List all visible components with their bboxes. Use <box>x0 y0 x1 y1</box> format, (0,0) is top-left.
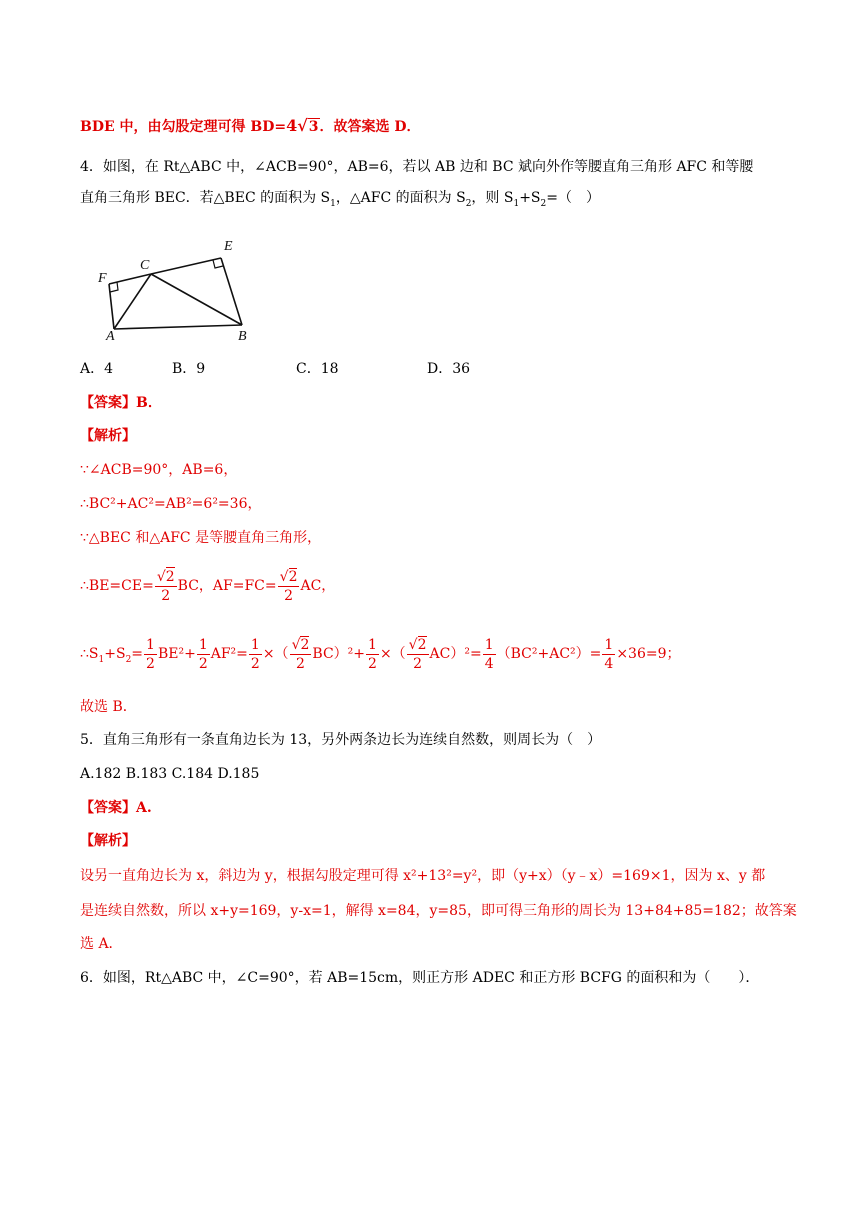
radicand-3: 3 <box>308 119 319 135</box>
root2-c: 2 <box>300 636 310 653</box>
q5-analysis-line2: 是连续自然数，所以 x+y=169，y-x=1，解得 x=84，y=85，即可得三角形的周长为 13+84+85=182；故答案 <box>80 903 797 919</box>
s5-sub1: 1 <box>98 654 105 665</box>
frac-sqrt2-over-2: $\frac{√2}{2}$ <box>156 569 175 604</box>
one-2: 1 <box>198 636 208 653</box>
frac-quarter-1 <box>483 636 496 673</box>
sub-2: 2 <box>465 198 472 209</box>
den2-d: 2 <box>413 655 423 672</box>
frac-sqrt2-c: $\frac{√2}{2}$ <box>291 636 310 672</box>
one-6: 1 <box>604 636 614 653</box>
frac-half-1 <box>144 636 157 673</box>
s5j: （BC²+AC²）= <box>496 646 602 662</box>
two-4: 2 <box>368 655 377 672</box>
edge-ab <box>114 325 242 329</box>
label-b: B <box>238 329 247 342</box>
root2-a: 2 <box>165 569 175 585</box>
s5h: ×（ <box>379 646 406 662</box>
label-a: A <box>106 329 115 342</box>
s5-sub2: 2 <box>125 654 132 665</box>
q4-step2: ∴BC²+AC²=AB²=6²=36， <box>80 496 262 512</box>
frac-quarter-2 <box>602 636 615 673</box>
root2-b: 2 <box>288 568 298 585</box>
frac-half-3 <box>249 636 262 673</box>
q4-stem-line2 <box>80 188 600 208</box>
edge-ce <box>151 258 221 274</box>
prev-text: BDE 中，由勾股定理可得 BD= <box>80 119 287 135</box>
prev-coef: 4 <box>286 116 298 135</box>
q4-choice-a: A．4 <box>80 361 114 377</box>
s4b: BC，AF=FC= <box>177 578 277 594</box>
frac-half-2 <box>197 636 210 673</box>
sub-2b: 2 <box>540 198 547 209</box>
s5d: BE²+ <box>157 646 196 662</box>
s5b: +S <box>104 646 126 662</box>
one-4: 1 <box>368 636 377 653</box>
prev-answer-line <box>80 116 421 137</box>
s5f: ×（ <box>262 646 289 662</box>
label-e: E <box>224 239 233 254</box>
q5-stem: 5．直角三角形有一条直角边长为 13，另外两条边长为连续自然数，则周长为（ ） <box>80 732 602 748</box>
q4-conclusion: 故选 B． <box>80 699 137 715</box>
frac-sqrt2-d: $\frac{√2}{2}$ <box>408 636 427 672</box>
four-1: 4 <box>484 655 494 672</box>
one-1: 1 <box>146 636 155 653</box>
q4-s2a: 直角三角形 BEC．若△BEC 的面积为 S <box>80 190 331 206</box>
label-f: F <box>98 271 107 286</box>
s5c: = <box>131 646 144 662</box>
s5i: AC）²= <box>429 646 482 662</box>
den2-c: 2 <box>296 655 305 672</box>
q4-analysis-head: 【解析】 <box>80 428 136 444</box>
q4-choice-b: B．9 <box>172 361 206 377</box>
q4-figure <box>96 236 256 342</box>
four-2: 4 <box>604 655 614 672</box>
q4-answer: 【答案】B． <box>80 395 162 411</box>
label-c: C <box>140 258 150 273</box>
q4-step5 <box>80 632 681 676</box>
two-2: 2 <box>198 655 208 672</box>
q5-choices: A.182 B.183 C.184 D.185 <box>80 766 260 782</box>
s5k: ×36=9； <box>616 646 681 662</box>
frac-half-4 <box>366 636 379 673</box>
one-5: 1 <box>484 636 494 653</box>
s4c: AC， <box>300 578 336 594</box>
q4-s2e: =（ ） <box>546 190 600 206</box>
sub-1b: 1 <box>513 198 520 209</box>
q4-s2d: +S <box>519 190 541 206</box>
s4a: ∴BE=CE= <box>80 578 154 594</box>
prev-tail: ．故答案选 D． <box>319 119 421 135</box>
s5a: ∴S <box>80 646 99 662</box>
two-1: 2 <box>146 655 155 672</box>
sub-1: 1 <box>330 198 336 209</box>
q4-step1: ∵∠ACB=90°，AB=6， <box>80 462 238 478</box>
q4-choice-d: D．36 <box>427 361 471 377</box>
s5e: AF²= <box>210 646 248 662</box>
q5-analysis-line3: 选 A． <box>80 936 123 952</box>
q4-choice-c: C．18 <box>296 361 339 377</box>
q5-analysis-head: 【解析】 <box>80 833 136 849</box>
den2-a: 2 <box>161 588 171 604</box>
frac-sqrt2-over-2-b: $\frac{√2}{2}$ <box>279 568 298 604</box>
q4-step4 <box>80 566 335 606</box>
q4-step3: ∵△BEC 和△AFC 是等腰直角三角形， <box>80 530 322 546</box>
one-3: 1 <box>250 636 260 653</box>
q5-analysis-line1: 设另一直角边长为 x，斜边为 y，根据勾股定理可得 x²+13²=y²，即（y+x）（y﹣x）=169×1，因为 x、y 都 <box>80 868 766 884</box>
q4-s2b: ，△AFC 的面积为 S <box>335 190 466 206</box>
q4-stem-line1: 4．如图，在 Rt△ABC 中，∠ACB=90°，AB=6，若以 AB 边和 BC 斌向外作等腰直角三角形 AFC 和等腰 <box>80 159 754 175</box>
s5g: BC）²+ <box>312 646 366 662</box>
root2-d: 2 <box>417 636 427 653</box>
q6-stem: 6．如图，Rt△ABC 中，∠C=90°，若 AB=15cm，则正方形 ADEC 和正方形 BCFG 的面积和为（ ）． <box>80 970 760 986</box>
q4-s2c: ，则 S <box>471 190 514 206</box>
two-3: 2 <box>250 655 260 672</box>
q5-answer: 【答案】A. <box>80 800 152 816</box>
den2-b: 2 <box>284 587 294 604</box>
sqrt-3: √3 <box>297 116 319 135</box>
